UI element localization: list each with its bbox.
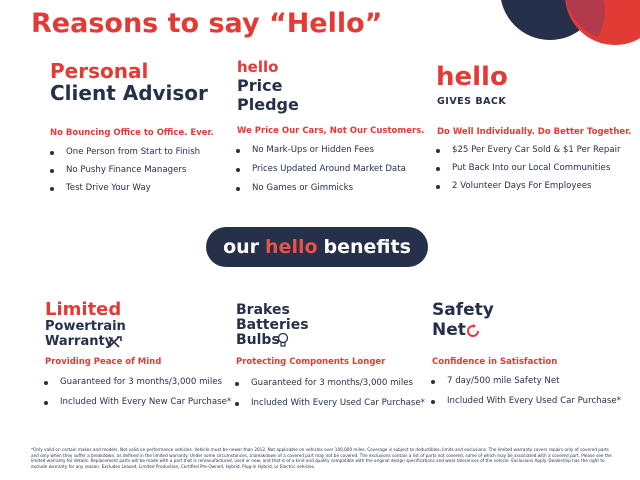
safety-net-title-line2: Net bbox=[432, 320, 466, 340]
list-item: Prices Updated Around Market Data bbox=[236, 164, 406, 174]
wrench-icon bbox=[107, 334, 123, 353]
list-item: Guaranteed for 3 months/3,000 miles bbox=[44, 377, 231, 387]
lightbulb-icon bbox=[277, 332, 289, 352]
gives-back-bullet-list bbox=[436, 145, 621, 191]
personal-title-line2: Client Advisor bbox=[50, 81, 208, 105]
brakes-title-line2: Batteries bbox=[236, 317, 309, 333]
brakes-subhead: Protecting Components Longer bbox=[236, 357, 386, 367]
warranty-bullet-list bbox=[44, 377, 231, 407]
safety-net-subhead: Confidence in Satisfaction bbox=[432, 357, 558, 367]
legal-footnote: *Only valid on certain makes and models. Not valid on performance vehicles. Vehicle must be newer than 2012. Not applicable on vehicles over 100,000 miles. Coverage is subject to deductibles, limits and exclusions. The limited warranty covers repairs only of covered parts and only when they suffer a breakdown, as defined in the limited warranty. Under some circumstances, a breakdown of a covered part may not be covered. The exclusions contain a list of parts not covered, some of which may be associated with a covered part. Please see the limited warranty for details. Replacement parts will be made with a part that is remanufactured, used or new, and that is of a kind and quality compatible with the original design specifications and wear tolerances of the vehicle. Exclusions Apply. Dealership has the right to exclude warranty for any reason. Excludes Leased, Limited Production, Certified Pre-Owned, Hybrid, Plug-in Hybrid, or Electric vehicles. bbox=[31, 447, 612, 470]
corner-decoration bbox=[490, 0, 640, 90]
list-item: $25 Per Every Car Sold & $1 Per Repair bbox=[436, 145, 621, 155]
brakes-bullet-list bbox=[235, 378, 425, 408]
personal-title-line1: Personal bbox=[50, 59, 149, 83]
personal-subhead: No Bouncing Office to Office. Ever. bbox=[50, 128, 214, 138]
safety-net-title-line1: Safety bbox=[432, 300, 494, 320]
warranty-title-line3: Warranty bbox=[45, 334, 114, 349]
safety-net-bullet-list bbox=[431, 376, 621, 406]
list-item: 2 Volunteer Days For Employees bbox=[436, 181, 621, 191]
gives-back-subhead: Do Well Individually. Do Better Together. bbox=[437, 127, 632, 137]
warranty-title-line2: Powertrain bbox=[45, 319, 126, 334]
warranty-subhead: Providing Peace of Mind bbox=[45, 357, 162, 367]
price-pledge-title-line2: Price bbox=[237, 76, 283, 95]
banner-word-our: our bbox=[223, 236, 260, 258]
brakes-title-line1: Brakes bbox=[236, 302, 290, 318]
list-item: 7 day/500 mile Safety Net bbox=[431, 376, 621, 386]
list-item: Put Back Into our Local Communities bbox=[436, 163, 621, 173]
price-pledge-title-line3: Pledge bbox=[237, 95, 299, 114]
corner-circles-graphic bbox=[490, 0, 640, 90]
list-item: Included With Every New Car Purchase* bbox=[44, 397, 231, 407]
brakes-title-line3: Bulbs bbox=[236, 332, 280, 348]
refresh-circle-icon bbox=[465, 323, 481, 343]
list-item: No Games or Gimmicks bbox=[236, 183, 406, 193]
warranty-title-line1: Limited bbox=[45, 299, 122, 320]
list-item: No Pushy Finance Managers bbox=[50, 165, 200, 175]
banner-word-benefits: benefits bbox=[323, 236, 411, 258]
personal-bullet-list bbox=[50, 147, 200, 193]
price-pledge-bullet-list bbox=[236, 145, 406, 193]
list-item: Guaranteed for 3 months/3,000 miles bbox=[235, 378, 425, 388]
our-hello-benefits-banner bbox=[206, 227, 428, 267]
price-pledge-subhead: We Price Our Cars, Not Our Customers. bbox=[237, 126, 425, 136]
gives-back-logo-text: GIVES BACK bbox=[437, 96, 507, 107]
list-item: Test Drive Your Way bbox=[50, 183, 200, 193]
list-item: Included With Every Used Car Purchase* bbox=[431, 396, 621, 406]
page-headline: Reasons to say “Hello” bbox=[31, 8, 383, 39]
list-item: Included With Every Used Car Purchase* bbox=[235, 398, 425, 408]
banner-word-hello: hello bbox=[265, 236, 318, 258]
list-item: One Person from Start to Finish bbox=[50, 147, 200, 157]
gives-back-logo-hello: hello bbox=[436, 62, 508, 92]
price-pledge-hello-word: hello bbox=[237, 58, 279, 76]
list-item: No Mark-Ups or Hidden Fees bbox=[236, 145, 406, 155]
